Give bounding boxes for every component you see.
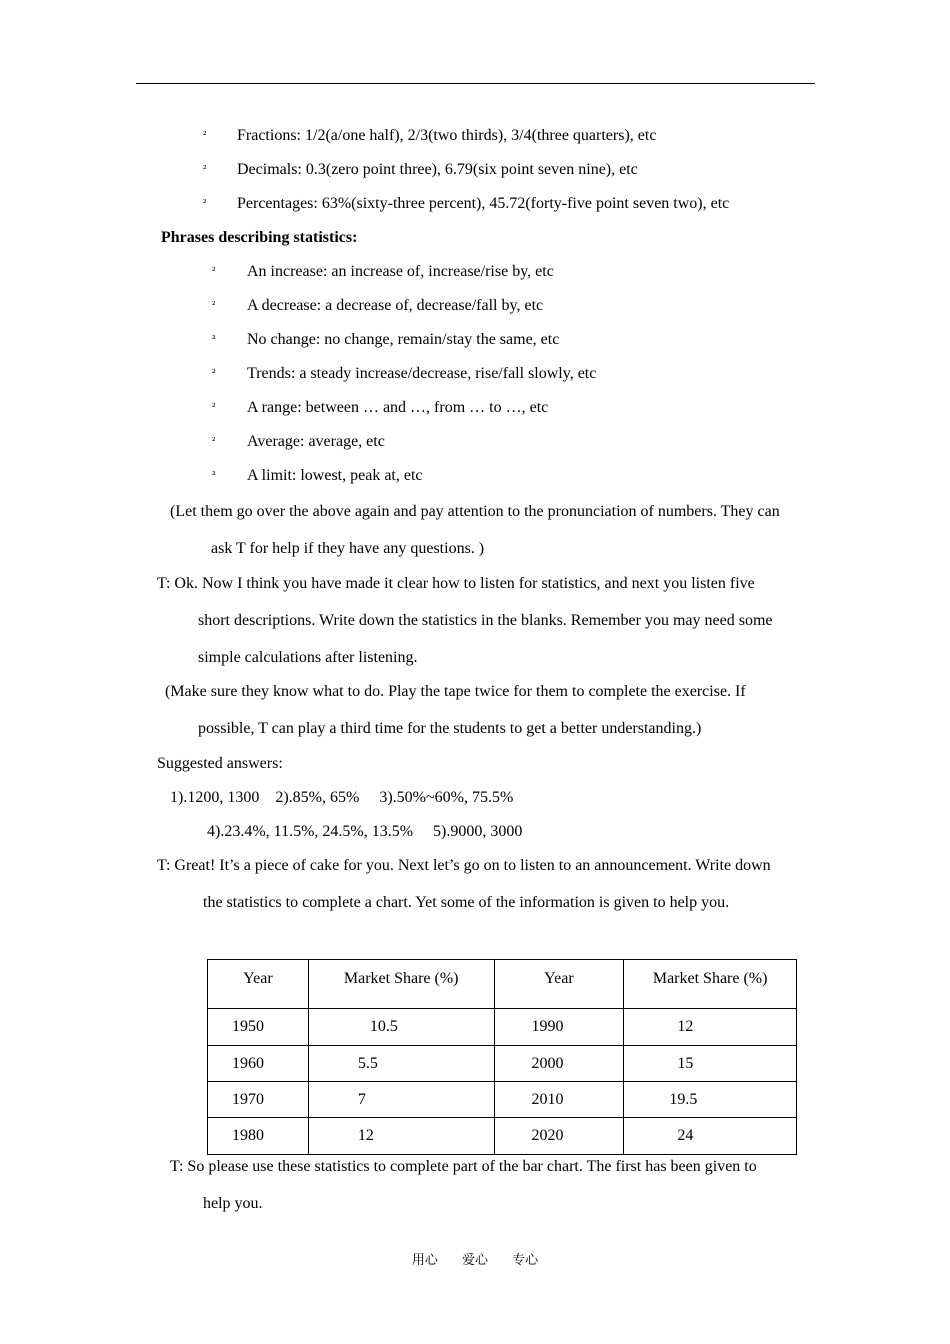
table-cell: 10.5: [308, 1009, 494, 1046]
list-item: Fractions: 1/2(a/one half), 2/3(two thirds), 3/4(three quarters), etc: [237, 127, 657, 144]
teacher-dialogue: the statistics to complete a chart. Yet some of the information is given to help you.: [203, 894, 730, 911]
table-cell: 12: [308, 1118, 494, 1155]
bullet-icon: ²: [212, 333, 216, 345]
teacher-note: ask T for help if they have any questions. ): [211, 540, 485, 557]
list-item: A decrease: a decrease of, decrease/fall by, etc: [247, 297, 544, 314]
table-cell: 1960: [208, 1046, 309, 1082]
table-cell: 12: [624, 1009, 797, 1046]
teacher-dialogue: T: So please use these statistics to complete part of the bar chart. The first has been given to: [170, 1158, 757, 1175]
table-cell: 2020: [494, 1118, 624, 1155]
answers-line: 1).1200, 1300 2).85%, 65% 3).50%~60%, 75.5%: [170, 789, 514, 806]
table-cell: 2010: [494, 1082, 624, 1118]
list-item: Average: average, etc: [247, 433, 385, 450]
table-row: [208, 1046, 797, 1082]
footer-text: 爱心: [461, 1253, 488, 1268]
column-header: Market Share (%): [308, 960, 494, 1009]
bullet-icon: ²: [212, 299, 216, 311]
bullet-icon: ²: [203, 197, 207, 209]
table-cell: 7: [308, 1082, 494, 1118]
teacher-dialogue: short descriptions. Write down the statistics in the blanks. Remember you may need some: [198, 612, 773, 629]
bullet-icon: ²: [212, 435, 216, 447]
bullet-icon: ²: [212, 265, 216, 277]
market-share-table: [207, 959, 797, 1155]
list-item: Trends: a steady increase/decrease, rise/fall slowly, etc: [247, 365, 597, 382]
list-item: Decimals: 0.3(zero point three), 6.79(six point seven nine), etc: [237, 161, 638, 178]
table-header-row: [208, 960, 797, 1009]
bullet-icon: ²: [203, 163, 207, 175]
list-item: An increase: an increase of, increase/rise by, etc: [247, 263, 554, 280]
footer-text: 用心: [411, 1253, 438, 1268]
bullet-icon: ²: [203, 129, 207, 141]
answers-line: 4).23.4%, 11.5%, 24.5%, 13.5% 5).9000, 3000: [207, 823, 523, 840]
teacher-dialogue: simple calculations after listening.: [198, 649, 418, 666]
teacher-note: (Make sure they know what to do. Play the tape twice for them to complete the exercise. If: [165, 683, 746, 700]
table-row: [208, 1082, 797, 1118]
teacher-dialogue: T: Ok. Now I think you have made it clear how to listen for statistics, and next you listen five: [157, 575, 755, 592]
list-item: A range: between … and …, from … to …, etc: [247, 399, 549, 416]
bullet-icon: ²: [212, 469, 216, 481]
suggested-answers-label: Suggested answers:: [157, 755, 283, 772]
table-cell: 19.5: [624, 1082, 797, 1118]
table-cell: 1970: [208, 1082, 309, 1118]
footer-text: 专心: [512, 1253, 539, 1268]
column-header: Year: [208, 960, 309, 1009]
list-item: A limit: lowest, peak at, etc: [247, 467, 423, 484]
header-rule: [136, 83, 815, 84]
teacher-note: (Let them go over the above again and pay attention to the pronunciation of numbers. They can: [170, 503, 780, 520]
bullet-icon: ²: [212, 367, 216, 379]
table-row: [208, 1118, 797, 1155]
table-row: [208, 1009, 797, 1046]
teacher-dialogue: help you.: [203, 1195, 263, 1212]
table-cell: 5.5: [308, 1046, 494, 1082]
table-cell: 1990: [494, 1009, 624, 1046]
column-header: Market Share (%): [624, 960, 797, 1009]
table-cell: 1950: [208, 1009, 309, 1046]
table-cell: 24: [624, 1118, 797, 1155]
page-footer: [0, 1249, 950, 1268]
bullet-icon: ²: [212, 401, 216, 413]
phrases-heading: Phrases describing statistics:: [161, 229, 358, 246]
teacher-dialogue: T: Great! It’s a piece of cake for you. Next let’s go on to listen to an announcement. Write down: [157, 857, 771, 874]
table-cell: 1980: [208, 1118, 309, 1155]
list-item: No change: no change, remain/stay the same, etc: [247, 331, 560, 348]
column-header: Year: [494, 960, 624, 1009]
table-cell: 2000: [494, 1046, 624, 1082]
table-cell: 15: [624, 1046, 797, 1082]
list-item: Percentages: 63%(sixty-three percent), 45.72(forty-five point seven two), etc: [237, 195, 730, 212]
teacher-note: possible, T can play a third time for the students to get a better understanding.): [198, 720, 702, 737]
